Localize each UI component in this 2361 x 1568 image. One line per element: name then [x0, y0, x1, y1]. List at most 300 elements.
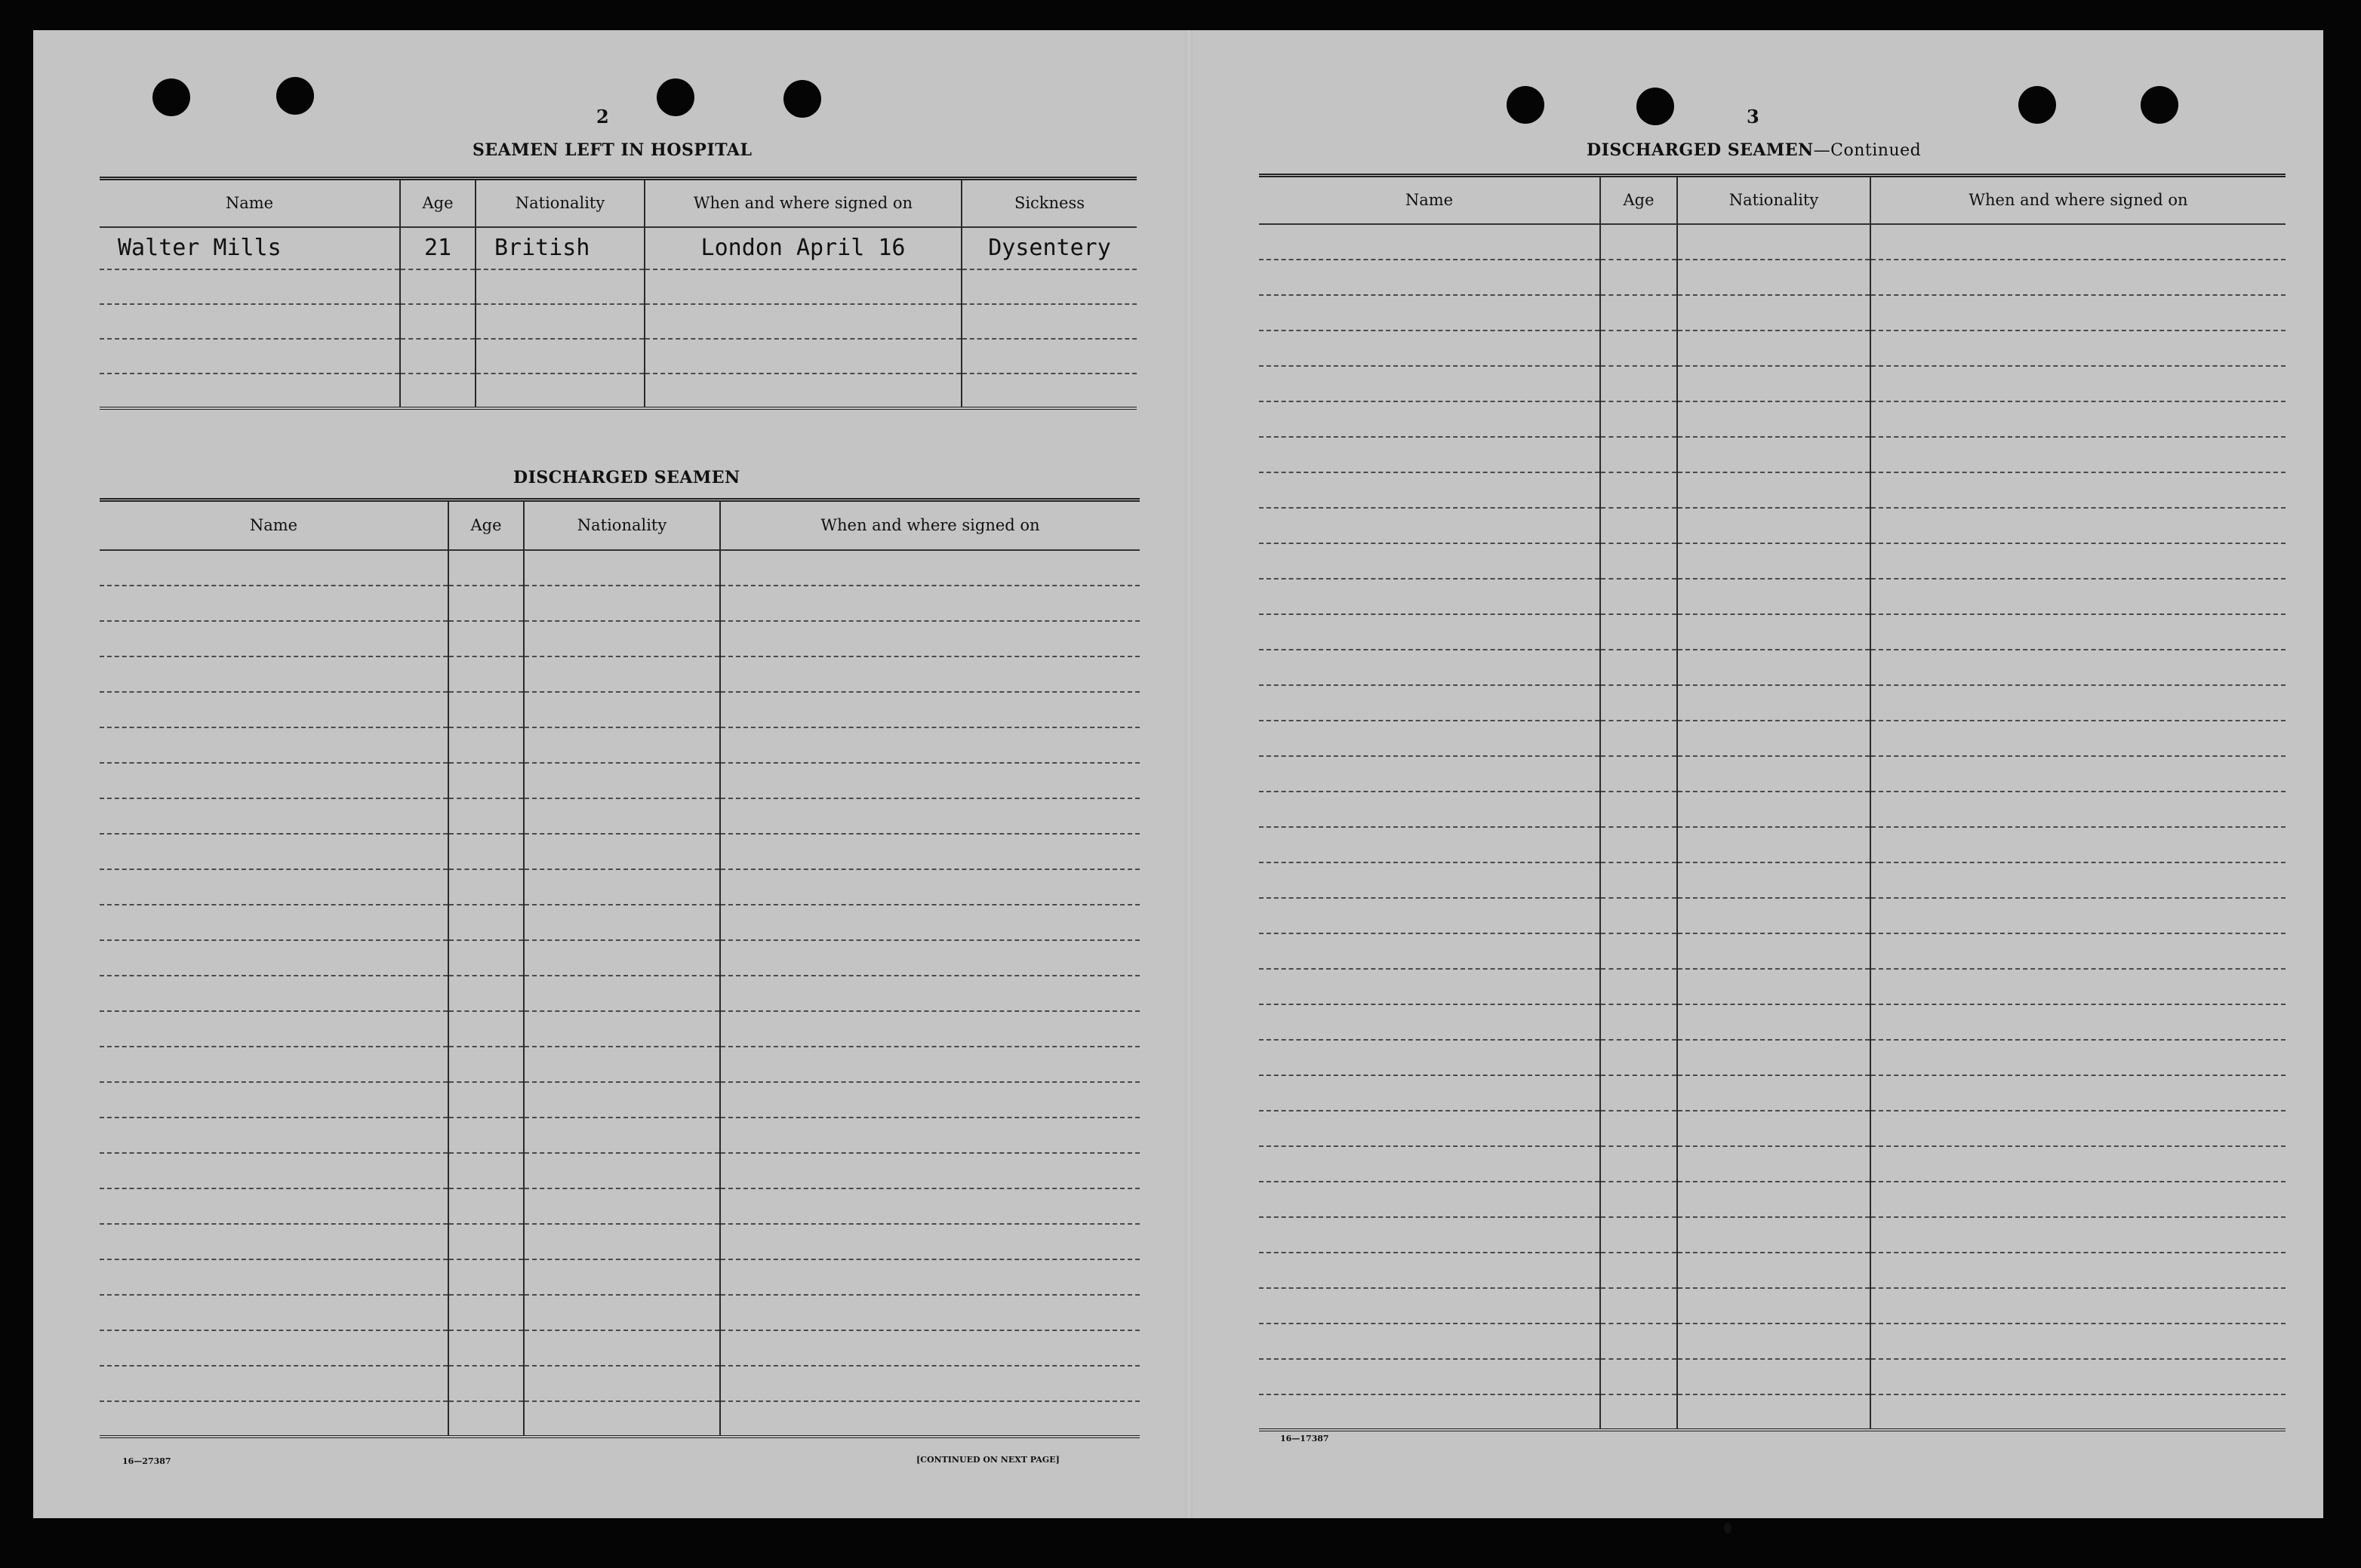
table-cell: [1259, 1217, 1600, 1253]
table-cell: [1870, 401, 2286, 437]
table-cell: [1600, 401, 1677, 437]
table-cell: [1259, 1040, 1600, 1075]
table-cell: [448, 1401, 524, 1437]
discharged-continued-title: [1587, 140, 1921, 160]
table-cell: [720, 1366, 1140, 1401]
table-cell: [1870, 969, 2286, 1004]
table-cell: [1677, 1253, 1870, 1288]
table-cell: [1677, 437, 1870, 472]
table-row: [1259, 1040, 2286, 1075]
col-header-name: Name: [225, 194, 274, 213]
table-cell: [1870, 1394, 2286, 1430]
table-cell: [448, 727, 524, 763]
table-cell: [100, 1401, 448, 1437]
table-cell: [1259, 614, 1600, 650]
table-cell: [1600, 1075, 1677, 1111]
table-cell: [524, 905, 720, 940]
table-cell: [720, 621, 1140, 656]
table-cell: [1259, 472, 1600, 508]
table-cell: [1600, 508, 1677, 543]
punch-hole: [783, 80, 821, 118]
table-row: [1259, 1253, 2286, 1288]
table-cell: [524, 692, 720, 727]
table-cell: [720, 976, 1140, 1011]
table-cell: [1600, 1394, 1677, 1430]
table-row: [100, 940, 1140, 976]
table-cell: [1870, 862, 2286, 898]
table-cell: [720, 1259, 1140, 1295]
table-cell: [1870, 756, 2286, 792]
table-cell: [1677, 260, 1870, 295]
table-cell: [645, 339, 962, 374]
table-cell: [524, 1295, 720, 1330]
table-row: [100, 1047, 1140, 1082]
table-cell: [1677, 224, 1870, 260]
table-cell: [1677, 472, 1870, 508]
table-cell: [1600, 827, 1677, 862]
table-cell: [100, 940, 448, 976]
table-cell: [1600, 331, 1677, 366]
table-cell: [448, 1188, 524, 1224]
table-cell: [448, 1011, 524, 1047]
table-cell: [448, 798, 524, 834]
col-header-signed-on: When and where signed on: [720, 500, 1140, 550]
table-cell: [100, 869, 448, 905]
table-cell: [1870, 1217, 2286, 1253]
table-row: [100, 1188, 1140, 1224]
table-cell: [1600, 472, 1677, 508]
table-cell: [720, 1330, 1140, 1366]
table-cell: [448, 905, 524, 940]
table-cell: [476, 374, 645, 408]
table-cell: [1259, 898, 1600, 933]
table-cell: [524, 763, 720, 798]
table-cell: [1600, 366, 1677, 401]
col-header-name: Name: [1405, 191, 1454, 210]
hospital-age-cell: 21: [400, 227, 476, 269]
table-cell: [1677, 792, 1870, 827]
table-cell: [448, 1366, 524, 1401]
table-cell: [1600, 224, 1677, 260]
table-cell: [720, 1224, 1140, 1259]
table-cell: [476, 304, 645, 339]
table-cell: [100, 1118, 448, 1153]
table-cell: [524, 976, 720, 1011]
table-cell: [1677, 756, 1870, 792]
table-cell: [524, 1082, 720, 1118]
table-row: [100, 976, 1140, 1011]
table-cell: [1600, 721, 1677, 756]
table-cell: [1600, 1253, 1677, 1288]
table-cell: [448, 550, 524, 586]
hospital-section-title: SEAMEN LEFT IN HOSPITAL: [473, 140, 753, 160]
table-row: [100, 550, 1140, 586]
table-cell: [448, 656, 524, 692]
table-cell: [100, 339, 400, 374]
table-row: [1259, 862, 2286, 898]
table-row: [100, 798, 1140, 834]
table-cell: [1259, 862, 1600, 898]
table-cell: [100, 1011, 448, 1047]
punch-hole: [657, 78, 694, 116]
table-cell: [962, 304, 1137, 339]
table-row: [100, 834, 1140, 869]
table-cell: [1259, 1004, 1600, 1040]
table-row: [1259, 1075, 2286, 1111]
col-header-nationality: Nationality: [476, 179, 645, 227]
table-row: [1259, 1004, 2286, 1040]
table-cell: [448, 869, 524, 905]
table-cell: [448, 1082, 524, 1118]
table-cell: [1870, 614, 2286, 650]
table-cell: [1600, 685, 1677, 721]
hospital-nationality-cell: British: [476, 227, 645, 269]
table-cell: [1870, 1324, 2286, 1359]
col-header-age: Age: [448, 500, 524, 550]
table-cell: [1600, 295, 1677, 331]
table-cell: [100, 269, 400, 304]
table-row: [1259, 224, 2286, 260]
table-cell: [100, 656, 448, 692]
page-number-right: 3: [1747, 106, 1759, 128]
table-row: [100, 763, 1140, 798]
table-cell: [645, 374, 962, 408]
table-cell: [1259, 827, 1600, 862]
table-cell: [1870, 792, 2286, 827]
table-cell: [1677, 1182, 1870, 1217]
table-cell: [1259, 1146, 1600, 1182]
table-cell: [1259, 543, 1600, 579]
table-cell: [448, 940, 524, 976]
table-row: [100, 656, 1140, 692]
table-cell: [1870, 260, 2286, 295]
table-row: [100, 1330, 1140, 1366]
table-cell: [1677, 366, 1870, 401]
table-cell: [645, 269, 962, 304]
table-cell: [1259, 331, 1600, 366]
table-cell: [448, 1047, 524, 1082]
table-cell: [1870, 295, 2286, 331]
table-cell: [1259, 401, 1600, 437]
table-cell: [1600, 1324, 1677, 1359]
table-cell: [1677, 1111, 1870, 1146]
table-cell: [1600, 933, 1677, 969]
table-cell: [1600, 1146, 1677, 1182]
table-cell: [1677, 1288, 1870, 1324]
table-cell: [100, 1259, 448, 1295]
table-cell: [1600, 260, 1677, 295]
table-row: [1259, 472, 2286, 508]
table-cell: [100, 905, 448, 940]
table-cell: [100, 550, 448, 586]
table-cell: [1870, 1146, 2286, 1182]
table-cell: [1259, 1288, 1600, 1324]
table-cell: [1677, 508, 1870, 543]
table-row: [1259, 721, 2286, 756]
table-cell: [524, 656, 720, 692]
table-cell: [1600, 1004, 1677, 1040]
col-header-sickness: Sickness: [962, 179, 1137, 227]
table-cell: [100, 304, 400, 339]
table-cell: [1677, 1217, 1870, 1253]
table-cell: [524, 940, 720, 976]
col-header-signed-on: When and where signed on: [1870, 176, 2286, 224]
table-row: [100, 1295, 1140, 1330]
table-cell: [1870, 543, 2286, 579]
table-cell: [1259, 756, 1600, 792]
table-row: [1259, 1146, 2286, 1182]
table-cell: [1677, 827, 1870, 862]
table-cell: [1677, 721, 1870, 756]
table-cell: [524, 1011, 720, 1047]
hospital-signed-on-cell: London April 16: [645, 227, 962, 269]
table-row: [1259, 1359, 2286, 1394]
table-cell: [524, 586, 720, 621]
table-row: [100, 1224, 1140, 1259]
table-cell: [720, 1153, 1140, 1188]
table-row: [1259, 827, 2286, 862]
table-row: [100, 1401, 1140, 1437]
table-row: [100, 586, 1140, 621]
table-cell: [645, 304, 962, 339]
table-cell: [400, 374, 476, 408]
discharged-table-left: [100, 498, 1140, 1438]
table-cell: [400, 339, 476, 374]
table-row: [100, 1118, 1140, 1153]
table-cell: [100, 1047, 448, 1082]
table-cell: [448, 1330, 524, 1366]
table-cell: [1600, 862, 1677, 898]
table-cell: [1677, 614, 1870, 650]
table-cell: [1870, 1359, 2286, 1394]
table-row: [100, 621, 1140, 656]
table-cell: [100, 727, 448, 763]
table-cell: [100, 1224, 448, 1259]
table-cell: [1600, 614, 1677, 650]
table-cell: [720, 1047, 1140, 1082]
table-cell: [448, 586, 524, 621]
punch-hole: [276, 77, 314, 115]
table-cell: [524, 727, 720, 763]
table-row: [100, 727, 1140, 763]
continued-note: [CONTINUED ON NEXT PAGE]: [916, 1455, 1060, 1465]
table-row: [1259, 1324, 2286, 1359]
col-header-name: Name: [249, 516, 298, 535]
table-cell: [1677, 1004, 1870, 1040]
table-cell: [1677, 650, 1870, 685]
hospital-sickness-cell: Dysentery: [962, 227, 1137, 269]
table-row: [100, 869, 1140, 905]
table-row: [1259, 260, 2286, 295]
table-row: [1259, 792, 2286, 827]
table-cell: [524, 621, 720, 656]
table-cell: [100, 834, 448, 869]
table-cell: [1870, 721, 2286, 756]
table-cell: [100, 763, 448, 798]
table-cell: [1870, 898, 2286, 933]
table-cell: [100, 621, 448, 656]
table-cell: [720, 763, 1140, 798]
table-cell: [524, 1330, 720, 1366]
table-cell: [1870, 437, 2286, 472]
table-cell: [1259, 1253, 1600, 1288]
discharged-table-right: [1259, 174, 2286, 1431]
table-cell: [720, 869, 1140, 905]
discharged-section-title: DISCHARGED SEAMEN: [513, 468, 740, 487]
table-cell: [1870, 1111, 2286, 1146]
table-cell: [1259, 933, 1600, 969]
table-cell: [1870, 224, 2286, 260]
table-cell: [962, 269, 1137, 304]
table-cell: [1600, 898, 1677, 933]
table-cell: [448, 1259, 524, 1295]
table-row: [1259, 756, 2286, 792]
table-cell: [1259, 1359, 1600, 1394]
table-cell: [1259, 579, 1600, 614]
table-cell: [100, 1153, 448, 1188]
table-cell: [720, 1401, 1140, 1437]
table-cell: [448, 763, 524, 798]
table-cell: [1259, 260, 1600, 295]
table-cell: [1870, 331, 2286, 366]
table-cell: [448, 976, 524, 1011]
table-cell: [524, 1047, 720, 1082]
table-cell: [1870, 827, 2286, 862]
table-cell: [1677, 543, 1870, 579]
table-cell: [524, 1259, 720, 1295]
table-cell: [100, 1366, 448, 1401]
table-cell: [1677, 579, 1870, 614]
table-cell: [1259, 1182, 1600, 1217]
table-cell: [720, 1118, 1140, 1153]
table-cell: [1677, 1324, 1870, 1359]
page-fold: [1185, 30, 1193, 1518]
table-cell: [524, 1224, 720, 1259]
table-cell: [1677, 295, 1870, 331]
table-cell: [1677, 1146, 1870, 1182]
form-number-right: 16—17387: [1280, 1434, 1329, 1443]
table-cell: [720, 798, 1140, 834]
table-cell: [524, 1188, 720, 1224]
table-cell: [100, 374, 400, 408]
table-cell: [524, 1366, 720, 1401]
table-cell: [1677, 1040, 1870, 1075]
table-cell: [476, 269, 645, 304]
table-row: [1259, 1111, 2286, 1146]
table-row: [1259, 898, 2286, 933]
table-cell: [524, 834, 720, 869]
table-row: [1259, 366, 2286, 401]
table-cell: [448, 1153, 524, 1188]
table-row: [1259, 295, 2286, 331]
table-cell: [448, 1118, 524, 1153]
col-header-nationality: Nationality: [524, 500, 720, 550]
table-cell: [100, 976, 448, 1011]
punch-hole: [2141, 86, 2178, 124]
table-cell: [1677, 969, 1870, 1004]
table-cell: [1600, 756, 1677, 792]
table-cell: [1259, 969, 1600, 1004]
manifest-sheet: [33, 30, 2323, 1518]
col-header-age: Age: [400, 179, 476, 227]
table-row: [1259, 401, 2286, 437]
table-cell: [100, 692, 448, 727]
table-cell: [1259, 1394, 1600, 1430]
table-cell: [1677, 898, 1870, 933]
table-cell: [720, 940, 1140, 976]
table-cell: [1259, 295, 1600, 331]
table-cell: [1870, 650, 2286, 685]
table-cell: [1870, 1253, 2286, 1288]
table-cell: [1870, 579, 2286, 614]
hospital-name-cell: Walter Mills: [100, 227, 400, 269]
table-cell: [962, 374, 1137, 408]
table-cell: [1259, 1324, 1600, 1359]
table-cell: [476, 339, 645, 374]
continued-suffix: —Continued: [1813, 141, 1922, 160]
table-cell: [720, 1011, 1140, 1047]
table-cell: [1600, 1111, 1677, 1146]
table-cell: [400, 304, 476, 339]
table-cell: [100, 1295, 448, 1330]
table-row: [1259, 1288, 2286, 1324]
table-cell: [448, 1295, 524, 1330]
table-cell: [720, 550, 1140, 586]
table-cell: [448, 692, 524, 727]
table-cell: [1259, 366, 1600, 401]
punch-hole: [152, 78, 190, 116]
table-cell: [1259, 224, 1600, 260]
table-row: [1259, 650, 2286, 685]
table-row: [100, 905, 1140, 940]
table-row: [100, 1366, 1140, 1401]
table-row: [1259, 1182, 2286, 1217]
table-cell: [1600, 579, 1677, 614]
table-cell: [524, 798, 720, 834]
table-cell: [100, 798, 448, 834]
table-cell: [962, 339, 1137, 374]
table-cell: [720, 656, 1140, 692]
table-cell: [720, 586, 1140, 621]
table-cell: [1259, 792, 1600, 827]
table-cell: [524, 1153, 720, 1188]
table-cell: [100, 1082, 448, 1118]
table-cell: [1600, 543, 1677, 579]
table-cell: [448, 834, 524, 869]
punch-hole: [1507, 86, 1544, 124]
table-cell: [1259, 508, 1600, 543]
table-cell: [1870, 1004, 2286, 1040]
table-row: [100, 692, 1140, 727]
col-header-nationality: Nationality: [1677, 176, 1870, 224]
table-row: [1259, 969, 2286, 1004]
table-cell: [400, 269, 476, 304]
table-cell: [720, 1188, 1140, 1224]
table-row: [1259, 685, 2286, 721]
table-cell: [524, 550, 720, 586]
table-cell: [1600, 1217, 1677, 1253]
table-row: [1259, 1394, 2286, 1430]
table-cell: [1870, 1288, 2286, 1324]
table-cell: [1870, 1075, 2286, 1111]
table-cell: [1259, 685, 1600, 721]
hospital-table: [100, 177, 1137, 410]
table-cell: [1870, 472, 2286, 508]
table-cell: [1600, 437, 1677, 472]
table-row: [100, 1011, 1140, 1047]
table-row: [100, 1153, 1140, 1188]
table-row: [1259, 579, 2286, 614]
